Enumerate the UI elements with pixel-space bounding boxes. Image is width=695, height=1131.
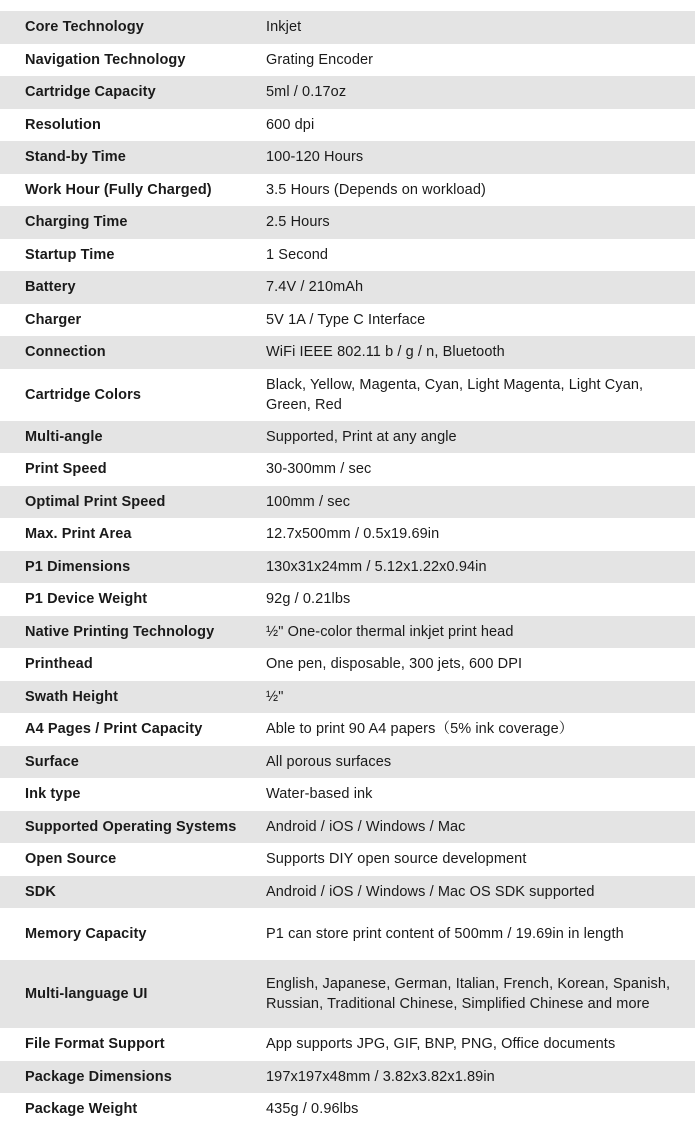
spec-value: 600 dpi: [266, 116, 315, 133]
spec-value: Black, Yellow, Magenta, Cyan, Light Magenta, Light Cyan, Green, Red: [266, 376, 644, 413]
spec-value: 2.5 Hours: [266, 214, 330, 231]
spec-label: Surface: [25, 753, 79, 770]
spec-value: 100-120 Hours: [266, 149, 364, 166]
spec-row-open-source: [0, 843, 695, 876]
spec-label: Ink type: [25, 786, 81, 803]
spec-label: Open Source: [25, 851, 117, 868]
spec-row-a4-pages: [0, 713, 695, 746]
spec-label: Supported Operating Systems: [25, 818, 237, 835]
spec-row-multi-angle: [0, 421, 695, 454]
spec-label: Print Speed: [25, 461, 107, 478]
spec-value: App supports JPG, GIF, BNP, PNG, Office documents: [266, 1036, 616, 1053]
spec-value: 7.4V / 210mAh: [266, 279, 364, 296]
spec-value: Android / iOS / Windows / Mac: [266, 818, 466, 835]
spec-row-optimal-print-speed: [0, 486, 695, 519]
spec-label: Stand-by Time: [25, 149, 126, 166]
spec-value: Android / iOS / Windows / Mac OS SDK supported: [266, 883, 595, 900]
spec-value: P1 can store print content of 500mm / 19.69in in length: [266, 926, 624, 942]
spec-row-file-format-support: [0, 1028, 695, 1061]
spec-value: ½" One-color thermal inkjet print head: [266, 623, 514, 640]
spec-label: P1 Dimensions: [25, 558, 131, 575]
spec-label: Work Hour (Fully Charged): [25, 181, 212, 198]
spec-row-package-dimensions: [0, 1061, 695, 1094]
spec-row-surface: [0, 746, 695, 779]
spec-value: English, Japanese, German, Italian, French, Korean, Spanish, Russian, Traditional Chinese, Simplified Chinese and more: [266, 976, 671, 1012]
spec-label: Printhead: [25, 656, 93, 673]
spec-row-supported-os: [0, 811, 695, 844]
spec-label: Battery: [25, 279, 76, 296]
spec-label: Swath Height: [25, 688, 119, 705]
spec-value: Inkjet: [266, 19, 302, 36]
spec-row-connection: [0, 336, 695, 369]
spec-row-cartridge-capacity: [0, 76, 695, 109]
spec-value: 92g / 0.21lbs: [266, 591, 351, 608]
spec-row-navigation-technology: [0, 44, 695, 77]
spec-value: 3.5 Hours (Depends on workload): [266, 181, 486, 198]
spec-label: File Format Support: [25, 1036, 165, 1053]
spec-label: P1 Device Weight: [25, 591, 148, 608]
spec-row-charger: [0, 304, 695, 337]
spec-row-work-hour: [0, 174, 695, 207]
spec-row-charging-time: [0, 206, 695, 239]
spec-row-print-speed: [0, 453, 695, 486]
spec-row-stand-by-time: [0, 141, 695, 174]
spec-label: Native Printing Technology: [25, 623, 215, 640]
spec-label: Navigation Technology: [25, 51, 186, 68]
spec-label: Optimal Print Speed: [25, 493, 166, 510]
spec-value: Supports DIY open source development: [266, 851, 527, 868]
spec-value: 1 Second: [266, 246, 329, 263]
spec-value: All porous surfaces: [266, 753, 392, 770]
spec-label: Charger: [25, 311, 82, 328]
spec-row-ink-type: [0, 778, 695, 811]
spec-value: 100mm / sec: [266, 493, 351, 510]
spec-row-startup-time: [0, 239, 695, 272]
spec-label: Startup Time: [25, 246, 115, 263]
spec-row-max-print-area: [0, 518, 695, 551]
spec-row-memory-capacity: [0, 908, 695, 960]
spec-row-sdk: [0, 876, 695, 909]
spec-value: 5V 1A / Type C Interface: [266, 311, 426, 328]
spec-label: SDK: [25, 883, 56, 900]
spec-row-battery: [0, 271, 695, 304]
spec-row-package-weight: [0, 1093, 695, 1126]
spec-value: 197x197x48mm / 3.82x3.82x1.89in: [266, 1068, 495, 1085]
spec-value: 435g / 0.96lbs: [266, 1101, 359, 1118]
spec-row-p1-dimensions: [0, 551, 695, 584]
spec-value: 12.7x500mm / 0.5x19.69in: [266, 526, 440, 543]
spec-label: Max. Print Area: [25, 526, 132, 543]
spec-label: Memory Capacity: [25, 926, 147, 942]
spec-label: A4 Pages / Print Capacity: [25, 721, 203, 738]
spec-value: 5ml / 0.17oz: [266, 84, 347, 101]
spec-label: Cartridge Colors: [25, 386, 142, 403]
spec-value: Water-based ink: [266, 786, 373, 803]
spec-value: 30-300mm / sec: [266, 461, 372, 478]
spec-value: ½": [266, 688, 284, 705]
spec-value: WiFi IEEE 802.11 b / g / n, Bluetooth: [266, 344, 505, 361]
spec-label: Connection: [25, 344, 106, 361]
spec-value: One pen, disposable, 300 jets, 600 DPI: [266, 656, 523, 673]
spec-value: Supported, Print at any angle: [266, 428, 457, 445]
spec-row-p1-device-weight: [0, 583, 695, 616]
spec-label: Core Technology: [25, 19, 144, 36]
spec-row-multi-language-ui: [0, 960, 695, 1028]
spec-label: Package Weight: [25, 1101, 138, 1118]
spec-row-native-printing-technology: [0, 616, 695, 649]
spec-label: Charging Time: [25, 214, 128, 231]
spec-value: 130x31x24mm / 5.12x1.22x0.94in: [266, 558, 487, 575]
spec-value: Grating Encoder: [266, 51, 374, 68]
spec-row-swath-height: [0, 681, 695, 714]
spec-row-cartridge-colors: [0, 369, 695, 421]
spec-value: Able to print 90 A4 papers（5% ink coverage）: [266, 721, 574, 738]
spec-row-core-technology: [0, 11, 695, 44]
spec-label: Cartridge Capacity: [25, 84, 156, 101]
spec-label: Multi-angle: [25, 428, 103, 445]
spec-label: Multi-language UI: [25, 986, 148, 1002]
spec-row-resolution: [0, 109, 695, 142]
spec-label: Package Dimensions: [25, 1068, 172, 1085]
spec-label: Resolution: [25, 116, 101, 133]
spec-row-printhead: [0, 648, 695, 681]
